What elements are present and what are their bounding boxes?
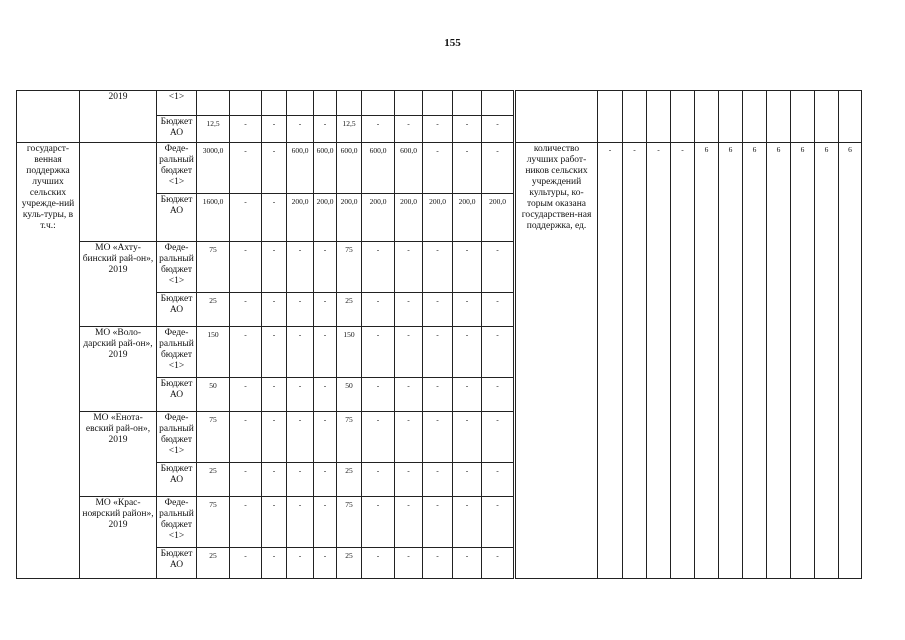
value-cell: -	[287, 497, 314, 548]
value-cell: -	[482, 327, 514, 378]
value-cell: 200,0	[395, 194, 423, 242]
value-cell: 12,5	[197, 116, 230, 143]
table-row	[17, 143, 514, 194]
value-cell: -	[423, 143, 453, 194]
value-cell: -	[230, 116, 262, 143]
value-cell: 75	[337, 412, 362, 463]
value-cell: 200,0	[314, 194, 337, 242]
value-cell: -	[453, 497, 482, 548]
value-cell: 200,0	[287, 194, 314, 242]
value-cell: 50	[337, 378, 362, 412]
value-cell: -	[262, 194, 287, 242]
value-cell: -	[262, 116, 287, 143]
table-row	[17, 91, 514, 116]
value-cell: -	[423, 463, 453, 497]
value-cell	[362, 91, 395, 116]
value-cell: 12,5	[337, 116, 362, 143]
value-cell	[230, 91, 262, 116]
value-cell: -	[423, 378, 453, 412]
value-cell: -	[262, 242, 287, 293]
source-cell: Феде-ральный бюджет <1>	[157, 242, 197, 293]
value-cell: 600,0	[287, 143, 314, 194]
table-row	[516, 91, 862, 143]
value-cell: 200,0	[362, 194, 395, 242]
value-cell: 1600,0	[197, 194, 230, 242]
value-cell: -	[423, 242, 453, 293]
value-cell	[482, 91, 514, 116]
value-cell: -	[423, 116, 453, 143]
value-cell: 25	[337, 293, 362, 327]
table-row	[17, 412, 514, 463]
value-cell: 6	[719, 143, 743, 579]
value-cell: -	[287, 242, 314, 293]
value-cell: -	[423, 548, 453, 579]
value-cell: -	[482, 463, 514, 497]
municipality-cell	[80, 143, 157, 242]
municipality-cell: 2019	[80, 91, 157, 143]
value-cell: -	[314, 378, 337, 412]
value-cell: -	[453, 293, 482, 327]
value-cell: -	[482, 242, 514, 293]
municipality-cell: МО «Воло-дарский рай-он», 2019	[80, 327, 157, 412]
source-cell: Бюджет АО	[157, 548, 197, 579]
value-cell: -	[453, 143, 482, 194]
value-cell: 25	[197, 548, 230, 579]
indicator-name: количество лучших работ-ников сельских учреждений культуры, ко-торым оказана государствен-ная поддержка, ед.	[516, 143, 598, 579]
value-cell: -	[362, 378, 395, 412]
source-cell: Бюджет АО	[157, 116, 197, 143]
source-cell: Бюджет АО	[157, 463, 197, 497]
value-cell: -	[362, 116, 395, 143]
value-cell: -	[362, 242, 395, 293]
municipality-cell: МО «Енота-евский рай-он», 2019	[80, 412, 157, 497]
value-cell: -	[482, 548, 514, 579]
value-cell: 25	[337, 463, 362, 497]
value-cell: -	[314, 293, 337, 327]
value-cell: -	[362, 293, 395, 327]
value-cell: -	[262, 378, 287, 412]
value-cell: -	[230, 327, 262, 378]
value-cell: -	[314, 327, 337, 378]
value-cell: 6	[695, 143, 719, 579]
table-row	[516, 143, 862, 579]
value-cell: -	[647, 143, 671, 579]
value-cell: -	[482, 116, 514, 143]
value-cell: 50	[197, 378, 230, 412]
value-cell: -	[230, 194, 262, 242]
value-cell: 25	[337, 548, 362, 579]
value-cell	[337, 91, 362, 116]
value-cell: -	[671, 143, 695, 579]
value-cell: -	[287, 293, 314, 327]
value-cell: -	[314, 463, 337, 497]
value-cell: 3000,0	[197, 143, 230, 194]
value-cell: 200,0	[453, 194, 482, 242]
table-row	[17, 327, 514, 378]
value-cell: -	[230, 548, 262, 579]
value-cell: -	[362, 548, 395, 579]
value-cell: -	[314, 412, 337, 463]
indicator-table	[515, 90, 862, 579]
value-cell: -	[362, 497, 395, 548]
value-cell: -	[287, 463, 314, 497]
value-cell: -	[423, 497, 453, 548]
value-cell: -	[287, 327, 314, 378]
source-cell: Феде-ральный бюджет <1>	[157, 497, 197, 548]
source-cell: Феде-ральный бюджет <1>	[157, 327, 197, 378]
value-cell: -	[598, 143, 623, 579]
value-cell	[395, 91, 423, 116]
value-cell: -	[262, 497, 287, 548]
value-cell: 75	[197, 497, 230, 548]
value-cell: -	[230, 463, 262, 497]
value-cell: -	[482, 497, 514, 548]
value-cell: -	[395, 548, 423, 579]
value-cell: 75	[337, 497, 362, 548]
value-cell: -	[453, 327, 482, 378]
value-cell	[423, 91, 453, 116]
page-number: 155	[444, 37, 461, 49]
value-cell: 6	[791, 143, 815, 579]
value-cell: 150	[337, 327, 362, 378]
financing-table	[16, 90, 514, 579]
value-cell: 200,0	[423, 194, 453, 242]
value-cell: -	[362, 463, 395, 497]
value-cell: 600,0	[395, 143, 423, 194]
value-cell: -	[262, 327, 287, 378]
value-cell: -	[453, 242, 482, 293]
value-cell: -	[362, 327, 395, 378]
value-cell: -	[262, 548, 287, 579]
value-cell: -	[287, 378, 314, 412]
value-cell: -	[230, 497, 262, 548]
value-cell: -	[395, 497, 423, 548]
value-cell: -	[423, 293, 453, 327]
municipality-cell: МО «Крас-ноярский район», 2019	[80, 497, 157, 579]
value-cell: -	[395, 327, 423, 378]
value-cell	[453, 91, 482, 116]
value-cell	[197, 91, 230, 116]
value-cell	[314, 91, 337, 116]
value-cell: -	[262, 143, 287, 194]
value-cell: -	[482, 412, 514, 463]
municipality-cell: МО «Ахту-бинский рай-он», 2019	[80, 242, 157, 327]
value-cell: -	[395, 116, 423, 143]
value-cell: 6	[743, 143, 767, 579]
value-cell: -	[230, 143, 262, 194]
value-cell: -	[230, 293, 262, 327]
value-cell: -	[482, 378, 514, 412]
value-cell: -	[287, 412, 314, 463]
value-cell: 200,0	[482, 194, 514, 242]
value-cell: -	[230, 412, 262, 463]
value-cell: -	[314, 548, 337, 579]
value-cell: -	[395, 463, 423, 497]
value-cell: 25	[197, 463, 230, 497]
value-cell: -	[395, 412, 423, 463]
value-cell: -	[287, 116, 314, 143]
value-cell: -	[230, 378, 262, 412]
value-cell: -	[395, 378, 423, 412]
value-cell: 75	[337, 242, 362, 293]
value-cell: -	[395, 293, 423, 327]
value-cell	[287, 91, 314, 116]
value-cell: -	[314, 497, 337, 548]
value-cell: -	[453, 378, 482, 412]
source-cell: Бюджет АО	[157, 293, 197, 327]
source-cell: Бюджет АО	[157, 378, 197, 412]
value-cell: -	[362, 412, 395, 463]
value-cell: -	[423, 327, 453, 378]
value-cell: -	[314, 116, 337, 143]
table-row	[17, 242, 514, 293]
value-cell: -	[623, 143, 647, 579]
value-cell: -	[453, 412, 482, 463]
value-cell: -	[287, 548, 314, 579]
value-cell: -	[262, 293, 287, 327]
value-cell: 150	[197, 327, 230, 378]
value-cell: 6	[767, 143, 791, 579]
source-cell: Феде-ральный бюджет <1>	[157, 143, 197, 194]
value-cell: -	[423, 412, 453, 463]
value-cell: -	[314, 242, 337, 293]
value-cell: 200,0	[337, 194, 362, 242]
value-cell: -	[230, 242, 262, 293]
value-cell: -	[453, 463, 482, 497]
value-cell: -	[482, 143, 514, 194]
source-cell: Бюджет АО	[157, 194, 197, 242]
value-cell: -	[395, 242, 423, 293]
value-cell: 600,0	[337, 143, 362, 194]
value-cell: -	[482, 293, 514, 327]
table-row	[17, 497, 514, 548]
value-cell: -	[262, 412, 287, 463]
value-cell: 6	[839, 143, 862, 579]
value-cell: 25	[197, 293, 230, 327]
source-cell: <1>	[157, 91, 197, 116]
value-cell	[262, 91, 287, 116]
value-cell: 600,0	[314, 143, 337, 194]
source-cell: Феде-ральный бюджет <1>	[157, 412, 197, 463]
value-cell: 75	[197, 242, 230, 293]
value-cell: -	[453, 116, 482, 143]
value-cell: 6	[815, 143, 839, 579]
value-cell: -	[262, 463, 287, 497]
program-cell: государст-венная поддержка лучших сельских учрежде-ний куль-туры, в т.ч.:	[17, 143, 80, 579]
program-cell	[17, 91, 80, 143]
value-cell: 75	[197, 412, 230, 463]
value-cell: -	[453, 548, 482, 579]
value-cell: 600,0	[362, 143, 395, 194]
